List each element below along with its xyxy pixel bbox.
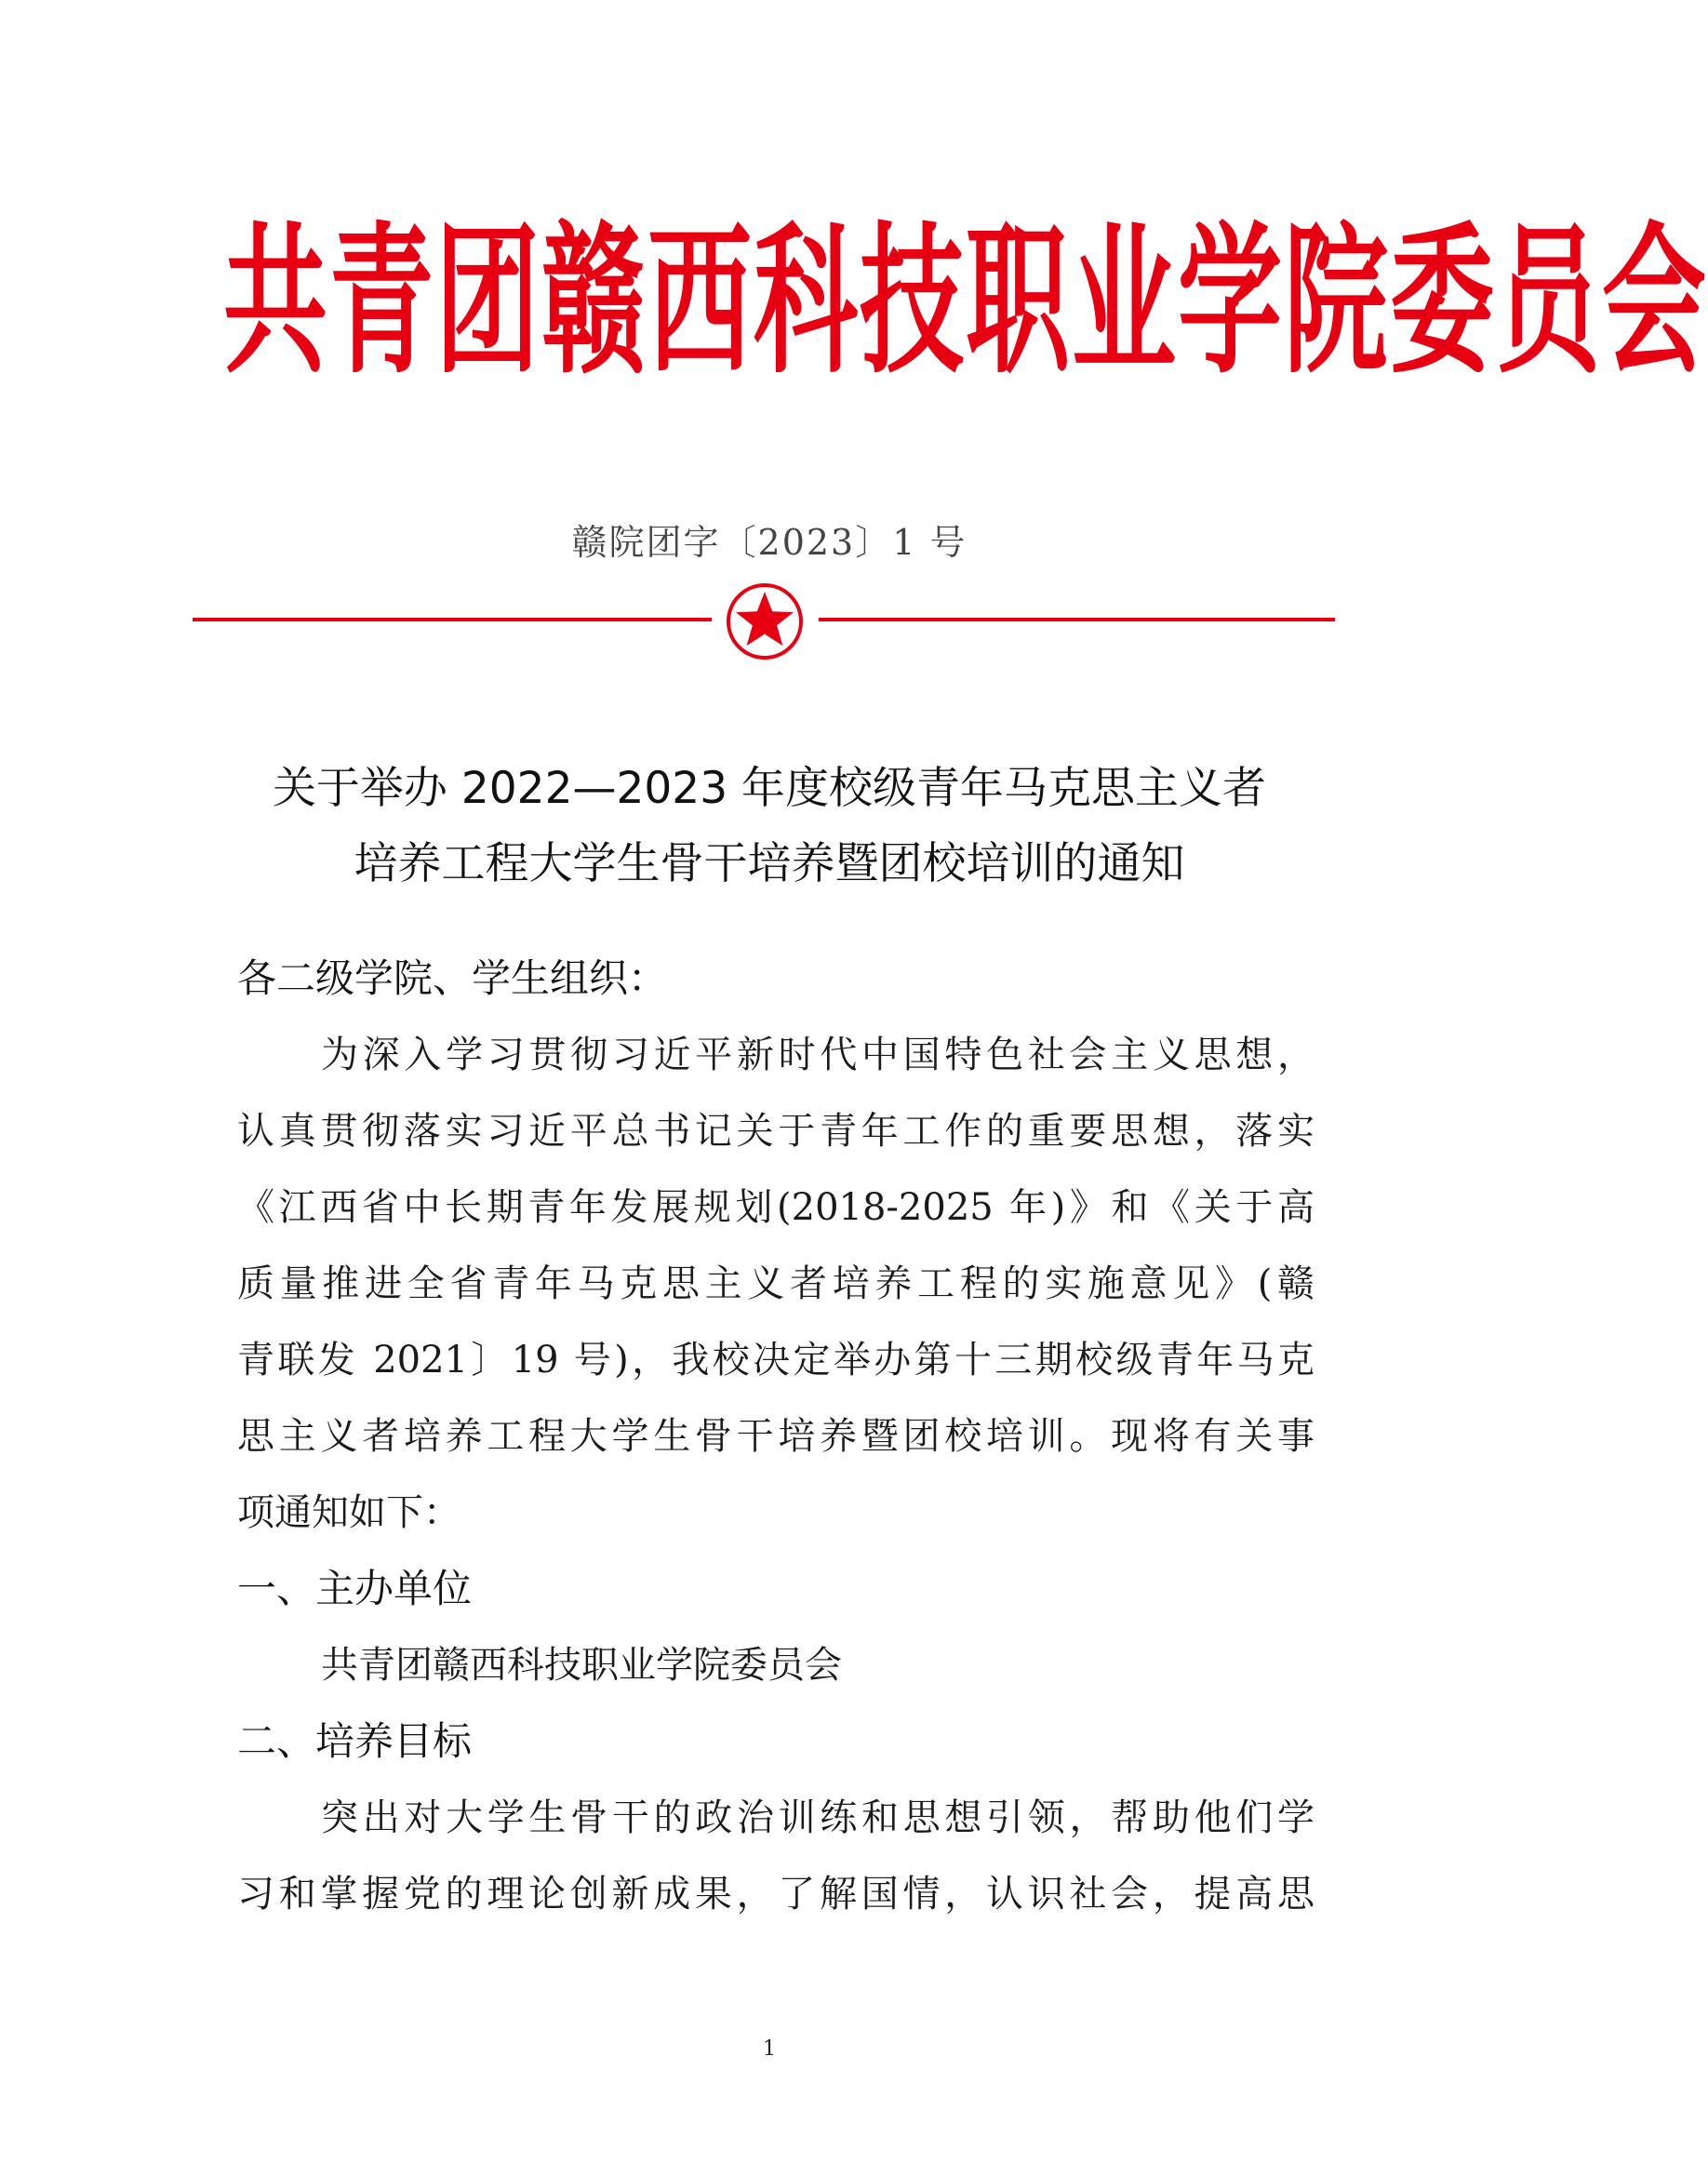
section-heading-organizer: 一、主办单位 xyxy=(237,1566,473,1611)
intro-line: 质量推进全省青年马克思主义者培养工程的实施意见》(赣 xyxy=(237,1262,1314,1305)
red-star-icon xyxy=(724,581,806,662)
intro-line: 项通知如下： xyxy=(237,1491,460,1534)
intro-line: 思主义者培养工程大学生骨干培养暨团校培训。现将有关事 xyxy=(237,1415,1314,1458)
red-divider-left xyxy=(193,618,712,621)
intro-line: 青联发 2021〕19 号)，我校决定举办第十三期校级青年马克 xyxy=(237,1339,1314,1382)
notice-title-line-2: 培养工程大学生骨干培养暨团校培训的通知 xyxy=(354,838,1185,889)
intro-line: 为深入学习贯彻习近平新时代中国特色社会主义思想， xyxy=(321,1034,1314,1076)
document-number: 赣院团字〔2023〕1 号 xyxy=(571,522,967,563)
section-heading-goals: 二、培养目标 xyxy=(237,1718,473,1764)
goals-line: 习和掌握党的理论创新成果，了解国情，认识社会，提高思 xyxy=(237,1873,1314,1916)
masthead-title: 共青团赣西科技职业学院委员会 xyxy=(223,207,1708,396)
notice-title-line-1: 关于举办 2022—2023 年度校级青年马克思主义者 xyxy=(272,763,1267,814)
salutation: 各二级学院、学生组织： xyxy=(237,955,668,1001)
page-number: 1 xyxy=(763,2037,776,2061)
organizer-name: 共青团赣西科技职业学院委员会 xyxy=(321,1644,842,1687)
red-divider-right xyxy=(819,618,1335,621)
intro-line: 认真贯彻落实习近平总书记关于青年工作的重要思想，落实 xyxy=(237,1110,1314,1153)
goals-line: 突出对大学生骨干的政治训练和思想引领，帮助他们学 xyxy=(321,1796,1314,1839)
intro-line: 《江西省中长期青年发展规划(2018-2025 年)》和《关于高 xyxy=(237,1186,1314,1229)
